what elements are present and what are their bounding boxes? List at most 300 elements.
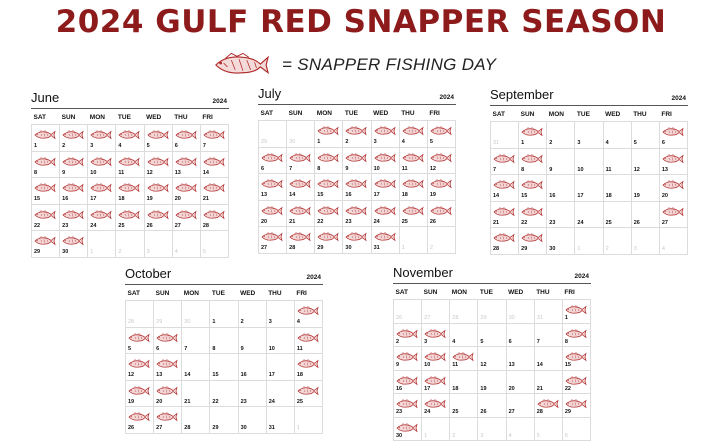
day-number: 22	[317, 218, 324, 225]
day-number: 6	[261, 165, 265, 172]
fishing-day-cell	[427, 147, 455, 174]
day-number: 5	[480, 338, 484, 345]
day-number: 5	[536, 432, 540, 439]
day-number: 28	[202, 222, 209, 229]
day-cell	[506, 394, 534, 418]
fishing-day-cell	[315, 227, 343, 254]
red-snapper-fish-icon	[212, 51, 270, 79]
day-cell	[478, 417, 506, 441]
red-snapper-fish-icon	[345, 206, 367, 216]
day-number: 10	[90, 169, 97, 176]
red-snapper-fish-icon	[175, 183, 197, 193]
day-number: 25	[605, 219, 612, 226]
red-snapper-fish-icon	[128, 359, 150, 369]
red-snapper-fish-icon	[662, 154, 684, 164]
week-row	[394, 394, 591, 418]
day-number: 27	[424, 315, 431, 321]
red-snapper-fish-icon	[537, 399, 559, 409]
day-number: 5	[146, 143, 150, 149]
month-rule	[31, 108, 229, 109]
fishing-day-cell	[154, 327, 182, 354]
day-cell	[534, 347, 562, 371]
fishing-day-cell	[315, 200, 343, 227]
red-snapper-fish-icon	[317, 179, 339, 189]
fishing-day-cell	[60, 151, 88, 178]
day-number: 2	[605, 246, 609, 252]
day-number: 18	[296, 372, 303, 378]
day-cell	[575, 201, 603, 228]
weekday-header: SUN	[155, 289, 170, 297]
day-number: 23	[345, 218, 352, 225]
day-cell	[144, 231, 172, 258]
month-rule	[393, 283, 591, 284]
red-snapper-fish-icon	[147, 210, 169, 220]
red-snapper-fish-icon	[565, 376, 587, 386]
day-number: 11	[118, 169, 125, 176]
fishing-day-cell	[427, 200, 455, 227]
calendar-november	[393, 265, 591, 441]
red-snapper-fish-icon	[452, 352, 474, 362]
red-snapper-fish-icon	[34, 236, 56, 246]
red-snapper-fish-icon	[118, 130, 140, 140]
fishing-day-cell	[200, 178, 228, 205]
weekday-header: FRI	[661, 110, 672, 118]
day-number: 6	[564, 432, 568, 439]
day-number: 31	[536, 315, 543, 321]
day-number: 16	[240, 372, 247, 378]
calendar-july	[258, 86, 456, 254]
fishing-day-cell	[60, 231, 88, 258]
day-cell	[478, 347, 506, 371]
month-name: June	[31, 90, 60, 105]
day-number: 27	[174, 222, 181, 229]
red-snapper-fish-icon	[396, 352, 418, 362]
week-row	[394, 323, 591, 347]
fishing-day-cell	[172, 178, 200, 205]
red-snapper-fish-icon	[118, 183, 140, 193]
fishing-day-cell	[343, 174, 371, 201]
day-cell	[534, 417, 562, 441]
day-number: 29	[564, 409, 571, 415]
red-snapper-fish-icon	[62, 210, 84, 220]
day-number: 24	[373, 218, 380, 225]
red-snapper-fish-icon	[521, 233, 543, 243]
red-snapper-fish-icon	[156, 333, 178, 343]
red-snapper-fish-icon	[203, 130, 225, 140]
day-number: 7	[184, 345, 188, 352]
calendar-grid	[125, 286, 323, 434]
red-snapper-fish-icon	[396, 423, 418, 433]
day-cell	[182, 354, 210, 381]
calendar-grid	[31, 110, 229, 258]
calendar-grid	[258, 106, 456, 254]
day-number: 7	[202, 143, 206, 149]
fishing-day-cell	[534, 394, 562, 418]
day-number: 12	[633, 166, 640, 173]
fishing-day-cell	[200, 204, 228, 231]
day-number: 16	[345, 192, 352, 198]
weekday-header: MON	[316, 109, 332, 117]
week-row	[126, 327, 323, 354]
day-number: 18	[605, 193, 612, 199]
week-row	[259, 121, 456, 148]
fishing-day-cell	[562, 347, 590, 371]
red-snapper-fish-icon	[430, 153, 452, 163]
day-cell	[506, 417, 534, 441]
day-number: 17	[424, 385, 431, 392]
weekday-header: FRI	[202, 113, 213, 121]
week-row	[32, 178, 229, 205]
day-cell	[478, 300, 506, 324]
fishing-day-cell	[519, 228, 547, 255]
red-snapper-fish-icon	[430, 206, 452, 216]
red-snapper-fish-icon	[289, 206, 311, 216]
day-number: 3	[633, 246, 637, 252]
day-cell	[172, 231, 200, 258]
fishing-day-cell	[427, 174, 455, 201]
weekday-header: TUE	[117, 113, 131, 121]
day-number: 1	[212, 319, 216, 325]
day-cell	[422, 417, 450, 441]
day-number: 25	[401, 218, 408, 225]
red-snapper-fish-icon	[118, 210, 140, 220]
day-number: 18	[401, 192, 408, 198]
weekday-header: THU	[633, 110, 647, 118]
day-number: 30	[345, 245, 352, 251]
weekday-header: THU	[268, 289, 282, 297]
red-snapper-fish-icon	[424, 399, 446, 409]
red-snapper-fish-icon	[261, 206, 283, 216]
day-number: 21	[493, 219, 500, 226]
day-cell	[238, 354, 266, 381]
day-cell	[238, 327, 266, 354]
day-number: 7	[536, 338, 540, 345]
day-number: 3	[424, 338, 428, 345]
fishing-day-cell	[32, 204, 60, 231]
fishing-day-cell	[315, 147, 343, 174]
red-snapper-fish-icon	[430, 126, 452, 136]
red-snapper-fish-icon	[297, 306, 319, 316]
day-cell	[534, 300, 562, 324]
day-number: 4	[296, 319, 300, 325]
day-number: 29	[34, 249, 41, 255]
day-number: 8	[564, 338, 568, 345]
fishing-day-cell	[450, 347, 478, 371]
red-snapper-fish-icon	[297, 386, 319, 396]
day-number: 6	[174, 143, 178, 149]
day-number: 16	[396, 385, 403, 392]
red-snapper-fish-icon	[565, 305, 587, 315]
fishing-day-cell	[427, 121, 455, 148]
day-number: 28	[493, 246, 500, 252]
red-snapper-fish-icon	[203, 210, 225, 220]
day-number: 25	[296, 398, 303, 405]
red-snapper-fish-icon	[521, 154, 543, 164]
day-number: 1	[317, 139, 321, 145]
day-number: 12	[128, 372, 135, 378]
fishing-day-cell	[394, 370, 422, 394]
fishing-day-cell	[144, 178, 172, 205]
day-cell	[266, 301, 294, 328]
day-number: 13	[174, 169, 181, 176]
month-rule	[258, 104, 456, 105]
weekday-header: THU	[174, 113, 188, 121]
week-row	[394, 417, 591, 441]
day-number: 29	[156, 319, 163, 325]
day-number: 10	[424, 362, 431, 368]
legend	[212, 50, 496, 80]
red-snapper-fish-icon	[374, 126, 396, 136]
red-snapper-fish-icon	[147, 157, 169, 167]
day-number: 2	[345, 139, 349, 145]
week-row	[126, 407, 323, 434]
weekday-header: TUE	[479, 288, 493, 296]
red-snapper-fish-icon	[374, 153, 396, 163]
month-year: 2024	[306, 274, 321, 281]
red-snapper-fish-icon	[147, 130, 169, 140]
fishing-day-cell	[259, 147, 287, 174]
fishing-day-cell	[60, 178, 88, 205]
weekday-header: WED	[373, 109, 389, 117]
fishing-day-cell	[659, 175, 687, 202]
day-number: 23	[396, 409, 403, 415]
fishing-day-cell	[88, 125, 116, 152]
day-cell	[547, 201, 575, 228]
red-snapper-fish-icon	[261, 179, 283, 189]
red-snapper-fish-icon	[62, 236, 84, 246]
day-number: 2	[118, 249, 122, 255]
day-number: 1	[577, 246, 581, 252]
day-cell	[603, 122, 631, 149]
day-number: 27	[661, 219, 668, 226]
day-cell	[547, 122, 575, 149]
month-rule	[125, 284, 323, 285]
weekday-header: SUN	[423, 288, 438, 296]
red-snapper-fish-icon	[297, 333, 319, 343]
red-snapper-fish-icon	[345, 179, 367, 189]
weekday-header: FRI	[429, 109, 440, 117]
fishing-day-cell	[422, 323, 450, 347]
fishing-day-cell	[287, 227, 315, 254]
day-number: 21	[289, 218, 296, 225]
fishing-day-cell	[116, 125, 144, 152]
day-number: 3	[373, 139, 377, 145]
day-cell	[259, 121, 287, 148]
red-snapper-fish-icon	[317, 153, 339, 163]
day-cell	[478, 394, 506, 418]
weekday-header: SUN	[61, 113, 76, 121]
fishing-day-cell	[126, 407, 154, 434]
day-number: 31	[373, 245, 380, 251]
day-number: 28	[128, 319, 135, 325]
day-number: 26	[480, 409, 487, 415]
red-snapper-fish-icon	[402, 179, 424, 189]
red-snapper-fish-icon	[203, 183, 225, 193]
red-snapper-fish-icon	[289, 153, 311, 163]
day-number: 14	[289, 192, 296, 198]
day-number: 3	[90, 143, 94, 149]
day-number: 19	[146, 196, 153, 202]
fishing-day-cell	[422, 394, 450, 418]
red-snapper-fish-icon	[402, 153, 424, 163]
red-snapper-fish-icon	[90, 130, 112, 140]
day-cell	[116, 231, 144, 258]
day-cell	[399, 227, 427, 254]
red-snapper-fish-icon	[147, 183, 169, 193]
day-cell	[547, 175, 575, 202]
week-row	[32, 204, 229, 231]
day-number: 3	[146, 249, 150, 255]
week-row	[491, 201, 688, 228]
day-number: 13	[508, 362, 515, 368]
day-number: 4	[452, 338, 456, 345]
red-snapper-fish-icon	[175, 157, 197, 167]
fishing-day-cell	[126, 354, 154, 381]
fishing-day-cell	[144, 204, 172, 231]
day-number: 20	[156, 398, 163, 405]
day-cell	[506, 300, 534, 324]
fishing-day-cell	[394, 417, 422, 441]
day-cell	[294, 407, 322, 434]
fishing-day-cell	[562, 370, 590, 394]
day-number: 25	[452, 409, 459, 415]
red-snapper-fish-icon	[156, 359, 178, 369]
day-cell	[182, 301, 210, 328]
fishing-day-cell	[394, 394, 422, 418]
day-number: 21	[184, 398, 191, 405]
day-number: 22	[212, 398, 219, 405]
day-number: 23	[62, 222, 69, 229]
weekday-header: SAT	[395, 288, 409, 296]
fishing-day-cell	[519, 175, 547, 202]
day-cell	[631, 148, 659, 175]
red-snapper-fish-icon	[90, 183, 112, 193]
red-snapper-fish-icon	[203, 157, 225, 167]
day-cell	[631, 175, 659, 202]
day-number: 20	[174, 196, 181, 202]
red-snapper-fish-icon	[424, 329, 446, 339]
fishing-day-cell	[294, 301, 322, 328]
red-snapper-fish-icon	[62, 183, 84, 193]
day-number: 30	[289, 139, 296, 145]
week-row	[259, 174, 456, 201]
day-cell	[478, 323, 506, 347]
red-snapper-fish-icon	[396, 399, 418, 409]
day-cell	[182, 327, 210, 354]
red-snapper-fish-icon	[317, 206, 339, 216]
day-number: 17	[373, 192, 380, 198]
red-snapper-fish-icon	[317, 126, 339, 136]
fishing-day-cell	[562, 323, 590, 347]
day-number: 26	[633, 219, 640, 226]
month-name: November	[393, 265, 453, 280]
fishing-day-cell	[200, 151, 228, 178]
day-cell	[450, 323, 478, 347]
fishing-day-cell	[399, 200, 427, 227]
red-snapper-fish-icon	[374, 179, 396, 189]
day-number: 2	[549, 140, 553, 146]
day-number: 2	[452, 432, 456, 439]
fishing-day-cell	[491, 228, 519, 255]
fishing-day-cell	[422, 347, 450, 371]
day-cell	[491, 122, 519, 149]
fishing-day-cell	[315, 174, 343, 201]
week-row	[491, 122, 688, 149]
day-number: 4	[661, 246, 665, 252]
day-number: 24	[424, 409, 431, 415]
day-number: 17	[90, 196, 97, 202]
day-number: 15	[564, 362, 571, 368]
day-number: 1	[521, 140, 525, 146]
day-number: 19	[480, 385, 487, 392]
day-number: 9	[396, 362, 400, 368]
weekday-header: SUN	[288, 109, 303, 117]
red-snapper-fish-icon	[662, 180, 684, 190]
red-snapper-fish-icon	[297, 359, 319, 369]
fishing-day-cell	[116, 178, 144, 205]
weekday-header: MON	[89, 113, 105, 121]
fishing-day-cell	[32, 151, 60, 178]
red-snapper-fish-icon	[345, 153, 367, 163]
red-snapper-fish-icon	[156, 412, 178, 422]
day-number: 30	[240, 425, 247, 431]
day-number: 7	[493, 166, 497, 173]
weekday-header: TUE	[576, 110, 590, 118]
weekday-header: TUE	[344, 109, 358, 117]
weekday-header: SAT	[33, 113, 47, 121]
day-cell	[631, 201, 659, 228]
red-snapper-fish-icon	[424, 352, 446, 362]
red-snapper-fish-icon	[34, 157, 56, 167]
day-number: 14	[493, 193, 500, 199]
fishing-day-cell	[399, 121, 427, 148]
day-number: 2	[62, 143, 66, 149]
weekday-header: WED	[508, 288, 524, 296]
fishing-day-cell	[491, 201, 519, 228]
day-cell	[575, 228, 603, 255]
weekday-header: THU	[536, 288, 550, 296]
fishing-day-cell	[116, 151, 144, 178]
week-row	[32, 151, 229, 178]
day-number: 22	[564, 385, 571, 392]
fishing-day-cell	[88, 178, 116, 205]
fishing-day-cell	[60, 125, 88, 152]
day-number: 11	[452, 362, 459, 368]
day-number: 3	[480, 432, 484, 439]
day-number: 1	[564, 315, 568, 321]
fishing-day-cell	[343, 200, 371, 227]
month-year: 2024	[212, 98, 227, 105]
day-number: 13	[261, 192, 268, 198]
fishing-day-cell	[287, 174, 315, 201]
fishing-day-cell	[154, 407, 182, 434]
day-number: 11	[605, 166, 612, 173]
weekday-header: MON	[451, 288, 467, 296]
red-snapper-fish-icon	[521, 207, 543, 217]
day-cell	[238, 380, 266, 407]
day-cell	[238, 407, 266, 434]
day-cell	[427, 227, 455, 254]
red-snapper-fish-icon	[402, 206, 424, 216]
red-snapper-fish-icon	[261, 232, 283, 242]
fishing-day-cell	[371, 147, 399, 174]
day-cell	[631, 228, 659, 255]
fishing-day-cell	[399, 147, 427, 174]
fishing-day-cell	[519, 201, 547, 228]
fishing-day-cell	[126, 327, 154, 354]
red-snapper-fish-icon	[34, 210, 56, 220]
red-snapper-fish-icon	[128, 333, 150, 343]
